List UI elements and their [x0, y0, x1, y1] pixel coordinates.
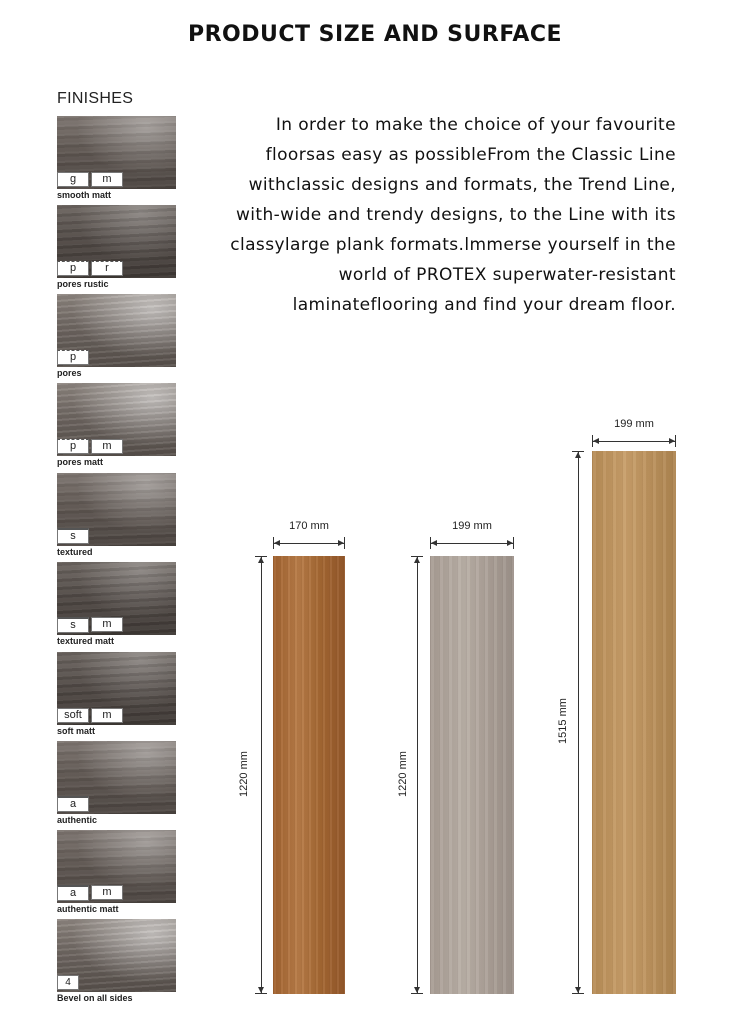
finish-label: pores matt: [57, 457, 104, 467]
finish-textured: [57, 473, 177, 557]
finish-smooth-matt: [57, 116, 177, 200]
finish-badge: s: [57, 528, 89, 544]
finish-badge: 4: [57, 975, 79, 990]
finish-textured-matt: [57, 562, 177, 646]
intro-line: floorsas easy as possibleFrom the Classic Line: [265, 145, 676, 165]
plank-image-2: [430, 556, 514, 994]
plank-image-3: [592, 451, 676, 994]
intro-line: classylarge plank formats.lmmerse yourself in the: [230, 235, 676, 255]
finish-swatch-image: [57, 652, 176, 725]
finish-label: smooth matt: [57, 190, 111, 200]
finish-badge: m: [91, 617, 123, 632]
finish-pores: [57, 294, 177, 378]
page-title: PRODUCT SIZE AND SURFACE: [187, 22, 563, 47]
plank-width-label: 170 mm: [289, 520, 329, 532]
finish-swatch-image: [57, 562, 176, 635]
finish-badge: p: [57, 439, 89, 454]
finish-badge: r: [91, 261, 123, 276]
finish-label: textured: [57, 547, 93, 557]
finish-label: textured matt: [57, 636, 115, 646]
finish-label: Bevel on all sides: [57, 993, 133, 1003]
finish-swatch-image: [57, 830, 176, 903]
plank-length-dimension: [411, 556, 423, 994]
finish-bevel: [57, 919, 177, 1003]
finishes-heading: FINISHES: [57, 90, 134, 107]
plank-length-dimension: [255, 556, 267, 994]
finish-swatch-image: [57, 919, 176, 992]
finish-authentic-matt: [57, 830, 177, 914]
plank-width-label: 199 mm: [614, 418, 654, 430]
finish-label: authentic: [57, 815, 98, 825]
intro-line: laminateflooring and find your dream floor.: [292, 295, 676, 315]
finish-soft-matt: [57, 652, 177, 736]
finish-badge: a: [57, 796, 89, 812]
finish-label: authentic matt: [57, 904, 119, 914]
plank-width-dimension: [273, 537, 345, 549]
finish-badge: m: [91, 885, 123, 900]
plank-image-1: [273, 556, 345, 994]
finish-swatch-image: [57, 741, 176, 814]
finish-label: soft matt: [57, 726, 95, 736]
finish-swatch-image: [57, 383, 176, 456]
finish-swatch-image: [57, 473, 176, 546]
finish-authentic: [57, 741, 177, 825]
finish-badge: m: [91, 172, 123, 187]
finish-swatch-image: [57, 116, 176, 189]
finish-badge: s: [57, 617, 89, 633]
plank-length-dimension: [572, 451, 584, 994]
finish-swatch-image: [57, 294, 176, 367]
plank-length-label: 1220 mm: [397, 751, 409, 797]
finish-badge: soft: [57, 708, 89, 723]
plank-width-dimension: [430, 537, 514, 549]
finish-badge: a: [57, 885, 89, 901]
finish-badge: m: [91, 439, 123, 454]
plank-length-label: 1220 mm: [238, 751, 250, 797]
finish-swatch-image: [57, 205, 176, 278]
finish-label: pores rustic: [57, 279, 109, 289]
intro-line: with-wide and trendy designs, to the Line with its: [235, 205, 676, 225]
plank-length-label: 1515 mm: [557, 698, 569, 744]
plank-width-dimension: [592, 435, 676, 447]
finish-badge: g: [57, 172, 89, 187]
intro-text: [176, 110, 676, 320]
finish-pores-rustic: [57, 205, 177, 289]
finish-badge: m: [91, 708, 123, 723]
plank-width-label: 199 mm: [452, 520, 492, 532]
intro-line: In order to make the choice of your favourite: [275, 115, 676, 135]
finish-label: pores: [57, 368, 82, 378]
finish-badge: p: [57, 261, 89, 276]
intro-line: withclassic designs and formats, the Trend Line,: [248, 175, 676, 195]
intro-line: world of PROTEX superwater-resistant: [338, 265, 676, 285]
finish-pores-matt: [57, 383, 177, 467]
finish-badge: p: [57, 350, 89, 365]
